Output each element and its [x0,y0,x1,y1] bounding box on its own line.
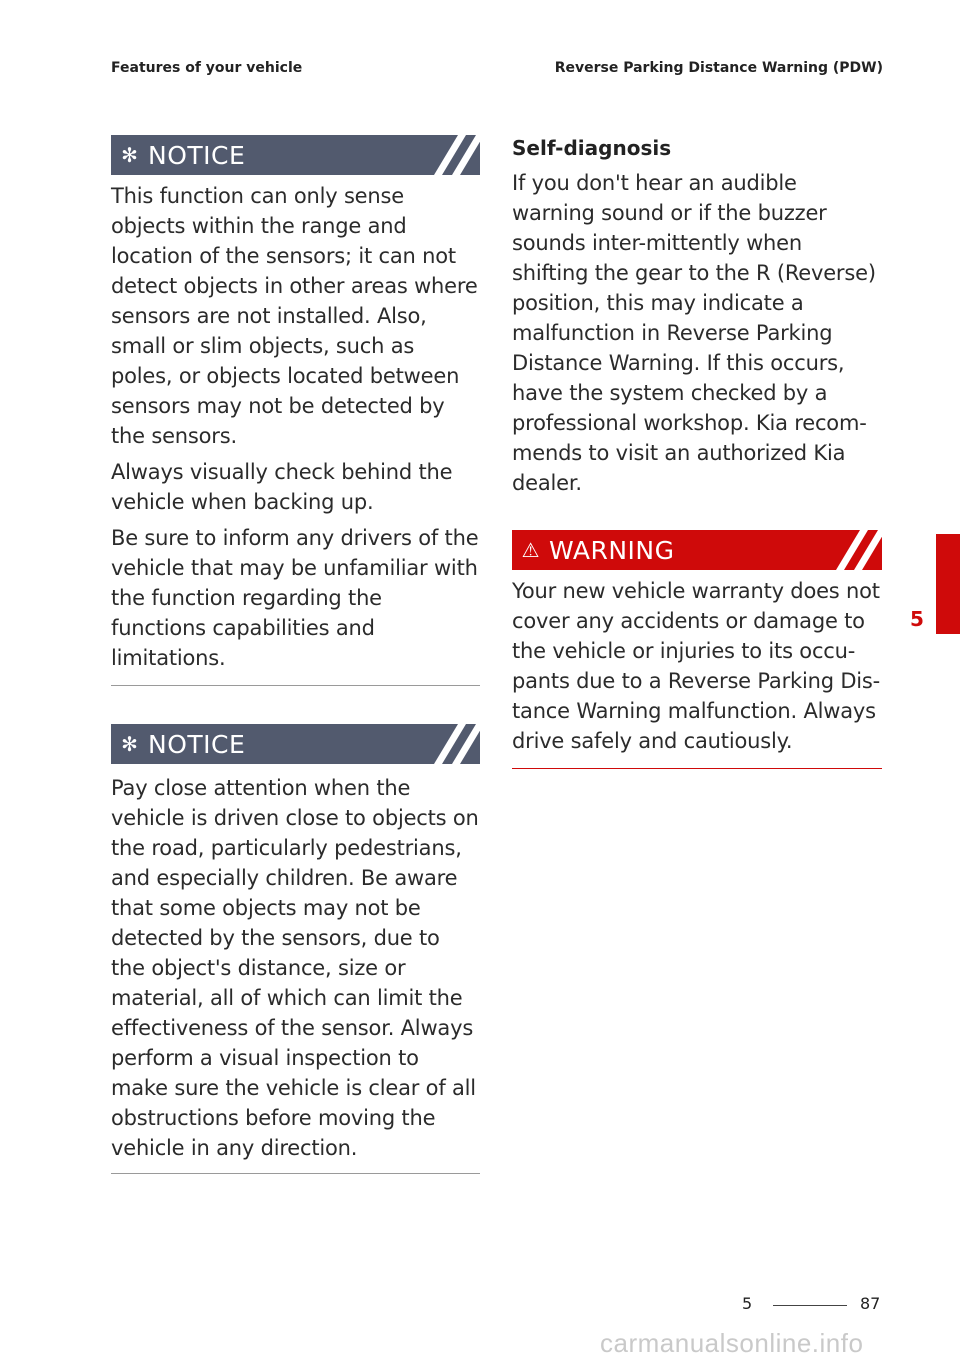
notice-banner-1 [111,135,480,175]
left-column [111,135,480,1174]
notice-2-paragraph: Pay close attention when the vehicle is driven close to objects on the road, particularly pedestrians, and especially children. Be aware that some objects may not be detected by the sensors, due to the object's distance, size or material, all of which can limit the effectiveness of the sensor. Always perform a visual inspection to make sure the vehicle is clear of all obstructions before moving the vehicle in any direction. [111,776,479,1160]
notice-title: NOTICE [148,140,246,170]
right-column [512,128,882,769]
notice-title: NOTICE [148,729,246,759]
notice-1-paragraph-3: Be sure to inform any drivers of the vehicle that may be unfamiliar with the function regarding the functions capabilities and limitations. [111,526,479,670]
watermark: carmanualsonline.info [600,1328,864,1358]
warning-title: WARNING [549,535,675,565]
chapter-tab [936,534,960,634]
warning-end-rule [512,768,882,769]
notice-banner-2 [111,724,480,764]
slash-stripes-decoration [420,724,480,764]
self-diagnosis-paragraph: If you don't hear an audible warning sound or if the buzzer sounds inter-mittently when shifting the gear to the R (Reverse) position, this may indicate a malfunction in Reverse Parking Distance Warning. If this occurs, have the system checked by a professional workshop. Kia recom-mends to visit an authorized Kia dealer. [512,171,876,495]
notice-2-end-rule [111,1173,480,1174]
footer-divider [773,1305,847,1306]
warning-triangle-icon: ⚠ [521,538,540,562]
running-header-right: Reverse Parking Distance Warning (PDW) [554,60,883,76]
asterisk-icon: ✻ [121,143,138,167]
slash-stripes-decoration [420,135,480,175]
warning-paragraph: Your new vehicle warranty does not cover any accidents or damage to the vehicle or injuries to its occu-pants due to a Reverse Parking Dis-tance Warning malfunction. Always drive safely and cautiously. [512,579,881,753]
notice-1-paragraph-1: This function can only sense objects within the range and location of the sensors; it can not detect objects in other areas where sensors are not installed. Also, small or slim objects, such as poles, or objects located between sensors may not be detected by the sensors. [111,184,478,448]
running-header-left: Features of your vehicle [111,60,303,76]
slash-stripes-decoration [822,530,882,570]
warning-banner [512,530,882,570]
section-heading: Self-diagnosis [512,136,672,160]
asterisk-icon: ✻ [121,732,138,756]
footer-chapter-number: 5 [742,1294,753,1313]
footer-page-number: 87 [860,1294,881,1313]
chapter-tab-number: 5 [910,607,924,631]
notice-1-paragraph-2: Always visually check behind the vehicle when backing up. [111,460,453,514]
notice-1-end-rule [111,685,480,686]
